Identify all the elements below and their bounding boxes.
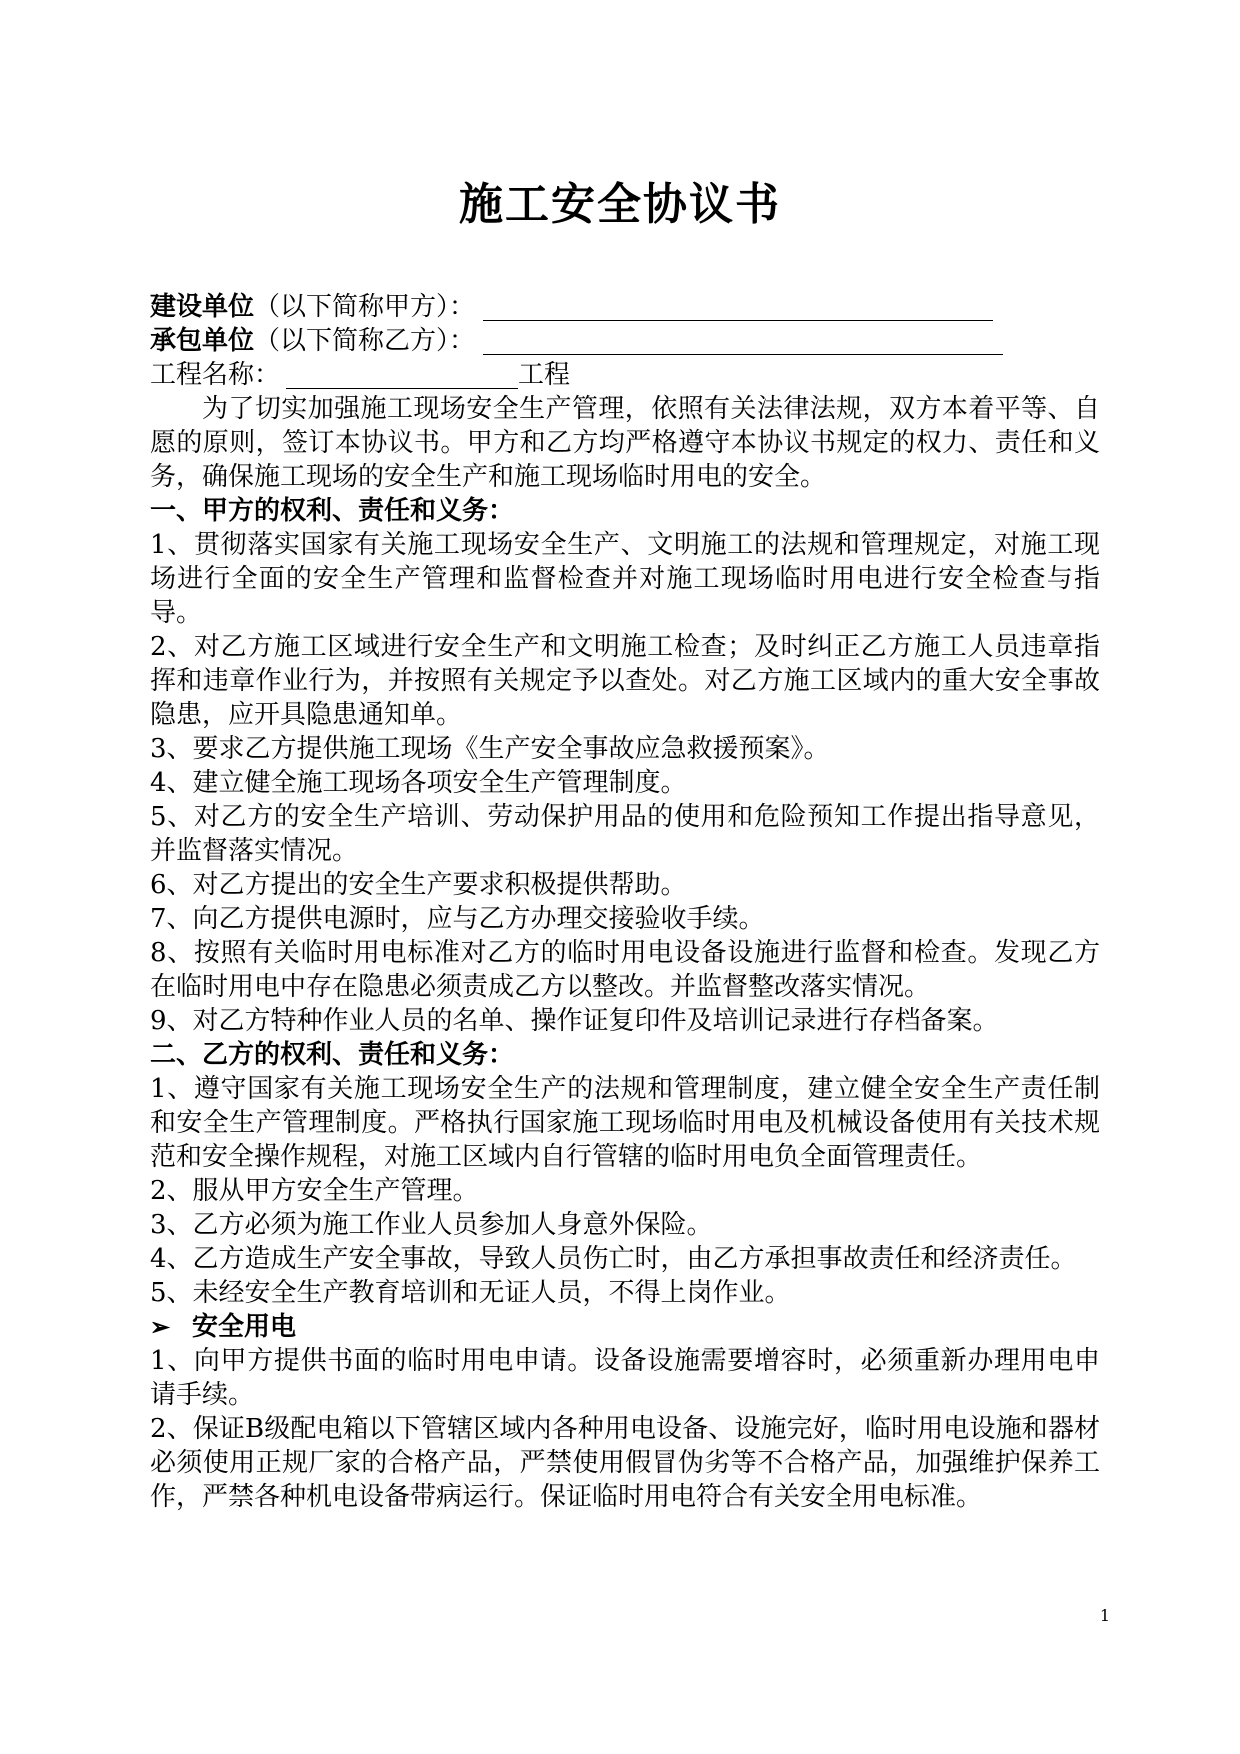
safe-electricity-heading [150,1310,1100,1344]
party-a-item: 6、对乙方提出的安全生产要求积极提供帮助。 [150,870,687,900]
construction-unit-hint: （以下简称甲方）： [254,292,476,322]
intro-paragraph: 为了切实加强施工现场安全生产管理，依照有关法律法规，双方本着平等、自愿的原则，签订本协议书。甲方和乙方均严格遵守本协议书规定的权力、责任和义务，确保施工现场的安全生产和施工现场临时用电的安全。 [150,394,1100,492]
safe-electricity-title: 安全用电 [192,1312,297,1342]
party-a-item: 1、贯彻落实国家有关施工现场安全生产、文明施工的法规和管理规定，对施工现场进行全面的安全生产管理和监督检查并对施工现场临时用电进行安全检查与指导。 [150,530,1100,628]
construction-unit-blank[interactable] [483,294,993,321]
document-title: 施工安全协议书 [459,179,781,230]
arrow-bullet-icon: ➢ [150,1312,171,1341]
party-b-item: 3、乙方必须为施工作业人员参加人身意外保险。 [150,1210,713,1240]
electricity-item: 1、向甲方提供书面的临时用电申请。设备设施需要增容时，必须重新办理用电申请手续。 [150,1346,1100,1410]
party-b-item: 1、遵守国家有关施工现场安全生产的法规和管理制度，建立健全安全生产责任制和安全生产管理制度。严格执行国家施工现场临时用电及机械设备使用有关技术规范和安全操作规程，对施工区域内自行管辖的临时用电负全面管理责任。 [150,1074,1100,1172]
electricity-item: 2、保证B级配电箱以下管辖区域内各种用电设备、设施完好，临时用电设施和器材必须使用正规厂家的合格产品，严禁使用假冒伪劣等不合格产品，加强维护保养工作，严禁各种机电设备带病运行。保证临时用电符合有关安全用电标准。 [150,1414,1100,1512]
contractor-unit-blank[interactable] [483,328,1003,355]
project-name-suffix: 工程 [518,360,571,390]
project-name-blank[interactable] [286,362,518,389]
party-b-item: 4、乙方造成生产安全事故，导致人员伤亡时，由乙方承担事故责任和经济责任。 [150,1244,1077,1274]
document-body [150,290,1100,1514]
contractor-unit-label: 承包单位 [150,326,255,356]
contractor-unit-hint: （以下简称乙方）： [254,326,476,356]
party-a-item: 2、对乙方施工区域进行安全生产和文明施工检查；及时纠正乙方施工人员违章指挥和违章作业行为，并按照有关规定予以查处。对乙方施工区域内的重大安全事故隐患，应开具隐患通知单。 [150,632,1100,730]
page-number: 1 [1099,1606,1110,1625]
section-party-a-title: 一、甲方的权利、责任和义务： [150,496,515,526]
party-a-item: 9、对乙方特种作业人员的名单、操作证复印件及培训记录进行存档备案。 [150,1006,999,1036]
construction-unit-label: 建设单位 [150,292,255,322]
project-name-field [150,358,1100,392]
party-a-item: 3、要求乙方提供施工现场《生产安全事故应急救援预案》。 [150,734,830,764]
party-a-item: 7、向乙方提供电源时，应与乙方办理交接验收手续。 [150,904,765,934]
party-b-item: 5、未经安全生产教育培训和无证人员，不得上岗作业。 [150,1278,791,1308]
section-party-b-title: 二、乙方的权利、责任和义务： [150,1040,515,1070]
project-name-label: 工程名称： [150,360,281,390]
party-b-item: 2、服从甲方安全生产管理。 [150,1176,479,1206]
party-a-item: 5、对乙方的安全生产培训、劳动保护用品的使用和危险预知工作提出指导意见，并监督落实情况。 [150,802,1100,866]
construction-unit-field [150,290,1100,324]
party-a-item: 8、按照有关临时用电标准对乙方的临时用电设备设施进行监督和检查。发现乙方在临时用电中存在隐患必须责成乙方以整改。并监督整改落实情况。 [150,938,1100,1002]
party-a-item: 4、建立健全施工现场各项安全生产管理制度。 [150,768,687,798]
contractor-unit-field [150,324,1100,358]
